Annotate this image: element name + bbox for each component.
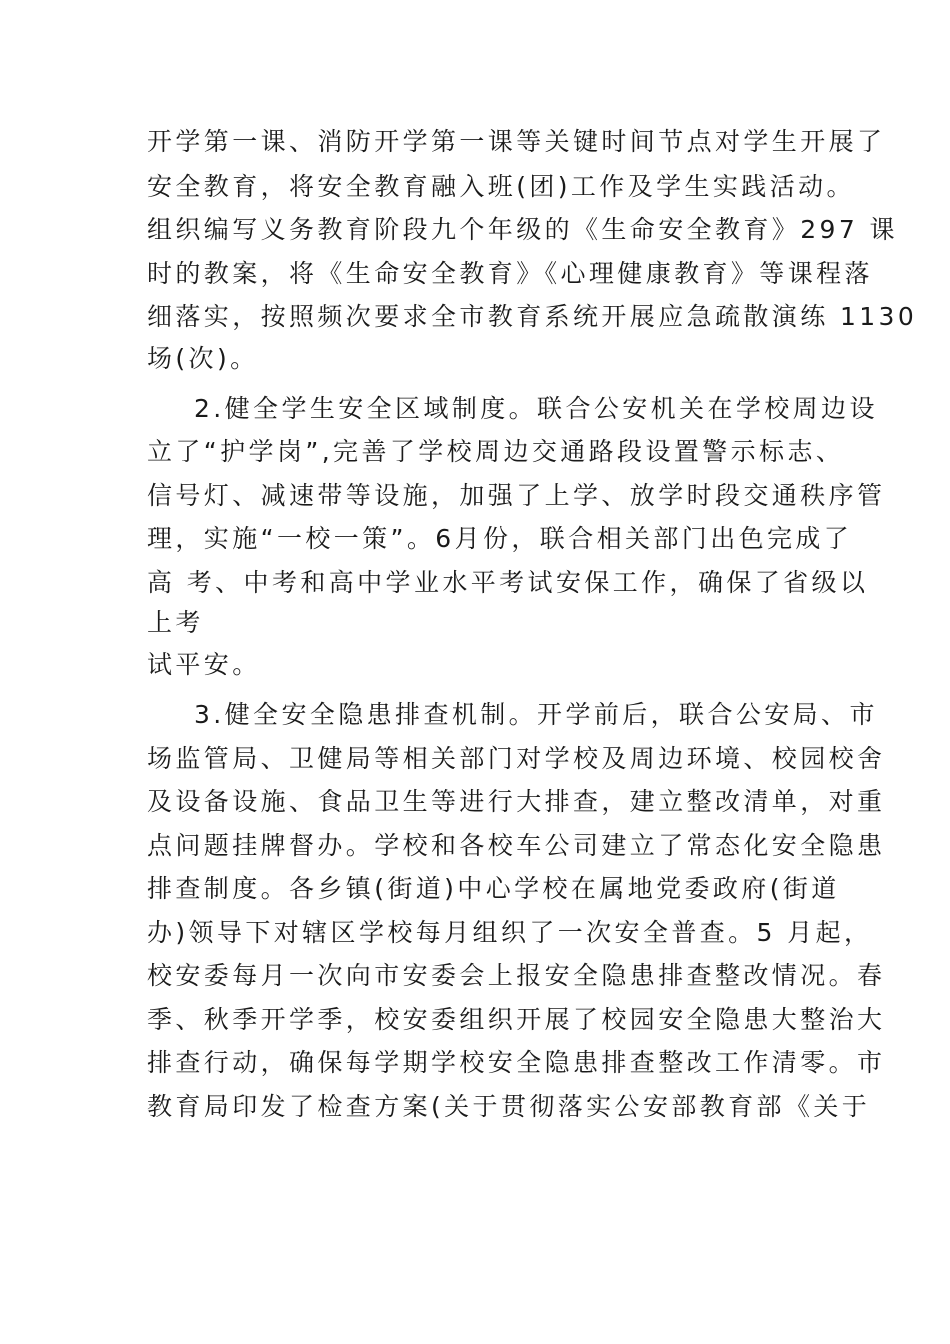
text-line: 排查行动，确保每学期学校安全隐患排查整改工作清零。市: [147, 1048, 886, 1077]
text-line: 时的教案，将《生命安全教育》《心理健康教育》等课程落: [147, 259, 873, 288]
text-line: 细落实，按照频次要求全市教育系统开展应急疏散演练 1130: [147, 302, 918, 331]
text-line: 教育局印发了检查方案(关于贯彻落实公安部教育部《关于: [147, 1092, 871, 1121]
text-line: 季、秋季开学季，校安委组织开展了校园安全隐患大整治大: [147, 1005, 886, 1034]
text-line: 安全教育，将安全教育融入班(团)工作及学生实践活动。: [147, 172, 855, 201]
text-line: 上考: [147, 608, 204, 637]
text-line: 点问题挂牌督办。学校和各校车公司建立了常态化安全隐患: [147, 831, 886, 860]
text-line: 立了“护学岗”,完善了学校周边交通路段设置警示标志、: [147, 437, 845, 466]
text-line: 及设备设施、食品卫生等进行大排查，建立整改清单，对重: [147, 787, 886, 816]
text-line: 场监管局、卫健局等相关部门对学校及周边环境、校园校舍: [147, 744, 886, 773]
text-line: 校安委每月一次向市安委会上报安全隐患排查整改情况。春: [147, 961, 886, 990]
text-line: 信号灯、减速带等设施，加强了上学、放学时段交通秩序管: [147, 481, 886, 510]
text-line: 3.健全安全隐患排查机制。开学前后，联合公安局、市: [194, 700, 878, 729]
text-line: 场(次)。: [147, 344, 259, 373]
text-line: 组织编写义务教育阶段九个年级的《生命安全教育》297 课: [147, 215, 898, 244]
text-line: 2.健全学生安全区域制度。联合公安机关在学校周边设: [194, 394, 878, 423]
text-line: 理，实施“一校一策”。6月份，联合相关部门出色完成了: [147, 524, 853, 553]
text-line: 高 考、中考和高中学业水平考试安保工作，确保了省级以: [147, 568, 869, 597]
text-line: 试平安。: [147, 650, 261, 679]
text-line: 开学第一课、消防开学第一课等关键时间节点对学生开展了: [147, 127, 886, 156]
text-line: 排查制度。各乡镇(街道)中心学校在属地党委政府(街道: [147, 874, 840, 903]
text-line: 办)领导下对辖区学校每月组织了一次安全普查。5 月起，: [147, 918, 873, 947]
